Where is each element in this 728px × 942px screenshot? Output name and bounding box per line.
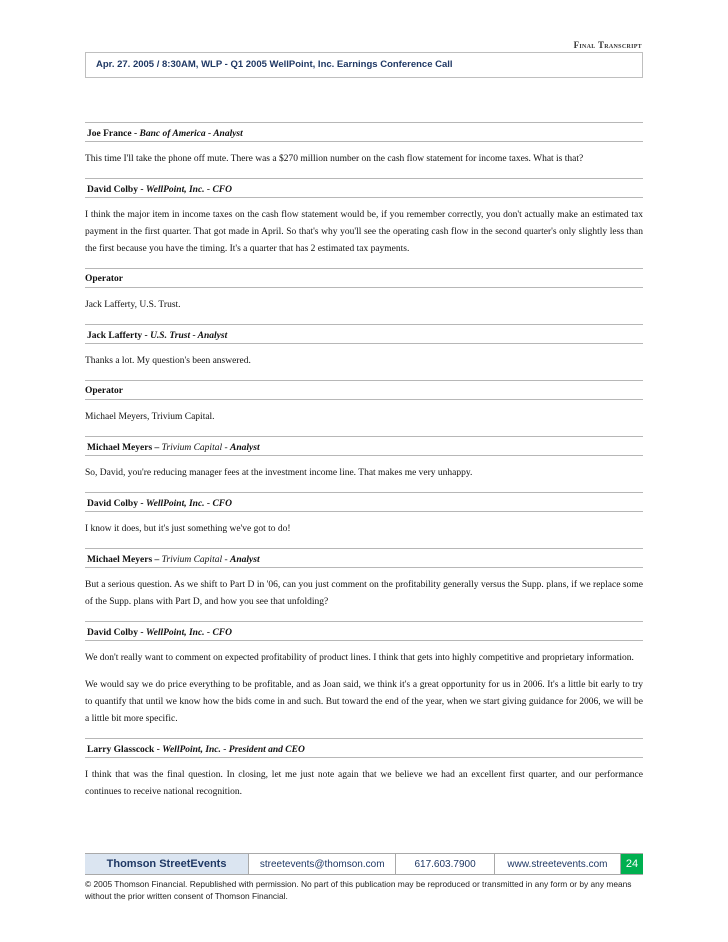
footer-phone: 617.603.7900 <box>396 854 494 874</box>
transcript-paragraph: So, David, you're reducing manager fees at the investment income line. That makes me very unhappy. <box>85 468 473 478</box>
transcript-paragraph: Jack Lafferty, U.S. Trust. <box>85 300 181 310</box>
speaker-company: Trivium Capital - <box>161 443 231 453</box>
speaker-name: Michael Meyers <box>87 443 153 453</box>
transcript-paragraph: This time I'll take the phone off mute. There was a $270 million number on the cash flow statement for income taxes. What is that? <box>85 154 584 164</box>
section-divider <box>85 141 643 142</box>
event-header-bar <box>85 52 643 78</box>
section-divider <box>85 197 643 198</box>
speaker-line <box>85 437 643 455</box>
transcript-paragraph: I know it does, but it's just something we've got to do! <box>85 524 291 534</box>
speaker-company-role: Banc of America - Analyst <box>139 129 243 139</box>
section-divider <box>85 399 643 400</box>
speaker-line <box>85 739 643 757</box>
transcript-paragraph: But a serious question. As we shift to Part D in '06, can you just comment on the profitability generally versus the Supp. plans, if we replace some of the Supp. plans with Part D, and how you see that unfolding? <box>85 580 643 607</box>
speaker-separator: - <box>131 129 140 139</box>
speaker-name: David Colby <box>87 185 138 195</box>
transcript-paragraph: We would say we do price everything to be profitable, and as Joan said, we think it's a great opportunity for us in 2006. It's a little bit early to try to quantify that until we know how the bids come in and such. But toward the end of the year, when we start giving guidance for 2006, we will be a little bit more specific. <box>85 680 643 724</box>
transcript-paragraph: I think that was the final question. In closing, let me just note again that we believe we had an excellent first quarter, and our performance continues to receive national recognition. <box>85 770 643 797</box>
speaker-role: Analyst <box>230 443 260 453</box>
speaker-name: Larry Glasscock <box>87 745 155 755</box>
transcript-paragraph: We don't really want to comment on expected profitability of product lines. I think that gets into highly competitive and proprietary information. <box>85 653 634 663</box>
operator-label: Operator <box>85 386 123 396</box>
event-title: Apr. 27. 2005 / 8:30AM, WLP - Q1 2005 WellPoint, Inc. Earnings Conference Call <box>96 59 453 70</box>
speaker-line <box>85 549 643 567</box>
speaker-line <box>85 325 643 343</box>
speaker-separator: - <box>154 745 163 755</box>
transcript-paragraph: Michael Meyers, Trivium Capital. <box>85 412 215 422</box>
speaker-separator: - <box>142 331 151 341</box>
speaker-company-role: U.S. Trust - Analyst <box>150 331 228 341</box>
speaker-separator: – <box>152 555 162 565</box>
speaker-separator: - <box>137 499 146 509</box>
footer-brand: Thomson StreetEvents <box>85 854 249 874</box>
speaker-name: Joe France <box>87 129 132 139</box>
speaker-company-role: WellPoint, Inc. - CFO <box>145 185 232 195</box>
speaker-line <box>85 179 643 197</box>
speaker-separator: - <box>137 628 146 638</box>
speaker-line <box>85 493 643 511</box>
transcript-paragraph: Thanks a lot. My question's been answered. <box>85 356 251 366</box>
speaker-name: David Colby <box>87 499 138 509</box>
speaker-line <box>85 123 643 141</box>
section-divider <box>85 511 643 512</box>
speaker-company-role: WellPoint, Inc. - CFO <box>145 499 232 509</box>
section-divider <box>85 567 643 568</box>
speaker-company-role: WellPoint, Inc. - CFO <box>145 628 232 638</box>
page-number: 24 <box>621 854 643 874</box>
footer-email-link[interactable]: streetevents@thomson.com <box>249 854 396 874</box>
section-divider <box>85 343 643 344</box>
speaker-company: Trivium Capital - <box>161 555 231 565</box>
speaker-name: Jack Lafferty <box>87 331 143 341</box>
transcript-body <box>85 122 643 811</box>
speaker-name: David Colby <box>87 628 138 638</box>
speaker-name: Michael Meyers <box>87 555 153 565</box>
section-divider <box>85 640 643 641</box>
speaker-line <box>85 622 643 640</box>
footer-website-link[interactable]: www.streetevents.com <box>495 854 621 874</box>
speaker-separator: – <box>152 443 162 453</box>
operator-label: Operator <box>85 274 123 284</box>
speaker-separator: - <box>137 185 146 195</box>
transcript-paragraph: I think the major item in income taxes on the cash flow statement would be, if you remember correctly, you don't actually make an estimated tax payment in the first quarter. That got made in April. So that's why you'll see the operating cash flow in the second quarter's only slightly less than the first because you have the timing. It's a quarter that has 2 estimated tax payments. <box>85 210 643 254</box>
speaker-role: Analyst <box>230 555 260 565</box>
section-divider <box>85 287 643 288</box>
section-divider <box>85 455 643 456</box>
section-divider <box>85 757 643 758</box>
speaker-company-role: WellPoint, Inc. - President and CEO <box>162 745 305 755</box>
copyright-notice: © 2005 Thomson Financial. Republished with permission. No part of this publication may be reproduced or transmitted in any form or by any means without the prior written consent of Thomson Financial. <box>85 879 632 901</box>
footer-bar <box>85 853 643 875</box>
final-transcript-label: Final Transcript <box>573 40 642 50</box>
